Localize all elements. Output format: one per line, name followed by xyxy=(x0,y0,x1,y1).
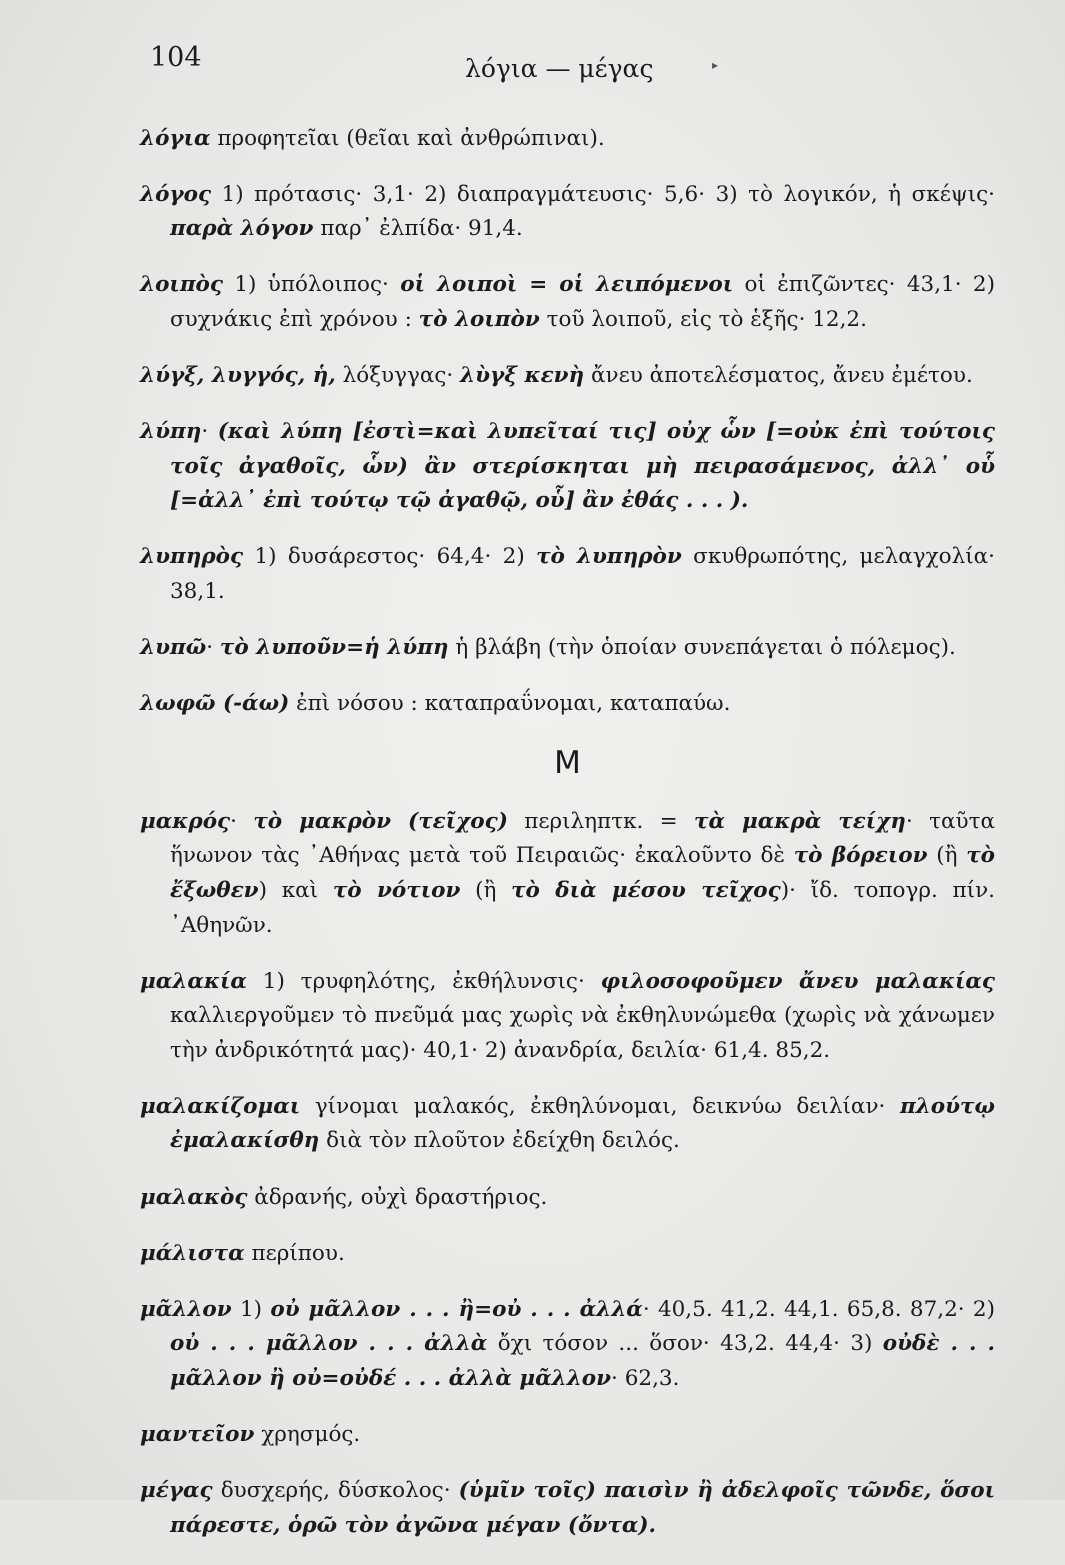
entry-lygx xyxy=(140,359,995,394)
entry-malakia xyxy=(140,965,995,1069)
example-phrase: λὺγξ κενὴ xyxy=(460,362,585,388)
entry-lopho xyxy=(140,687,995,722)
example-phrase: πλούτῳ ἐμαλακίσθη xyxy=(170,1093,995,1154)
entry-megas xyxy=(140,1474,995,1543)
example-phrase: παρὰ λόγον xyxy=(170,216,314,242)
example-phrase: οὐ μᾶλλον . . . ἢ=οὐ . . . ἀλλά xyxy=(270,1296,643,1322)
definition: περίπου. xyxy=(244,1240,345,1266)
example-phrase: οὐδὲ . . . μᾶλλον ἢ οὐ=οὐδέ . . . ἀλλὰ μᾶλλον xyxy=(170,1331,995,1391)
glossary-content xyxy=(140,100,995,1565)
entry-makros xyxy=(140,805,995,943)
lemma: μαλακὸς xyxy=(140,1184,248,1210)
lemma: λόγος xyxy=(140,181,212,207)
example-phrase: τὸ ἔξωθεν xyxy=(170,843,995,903)
example-phrase: τὸ μακρὸν (τεῖχος) xyxy=(253,808,508,834)
example-phrase: τὸ βόρειον xyxy=(793,843,928,869)
definition: · 62,3. xyxy=(611,1365,680,1391)
definition: δυσχερής, δύσκολος· xyxy=(212,1478,459,1504)
example-phrase: φιλοσοφοῦμεν ἄνευ μαλακίας xyxy=(600,968,995,994)
definition: )· ἴδ. τοπογρ. πίν. ᾿Αθηνῶν. xyxy=(170,877,995,938)
definition: ἀδρανής, οὐχὶ δραστήριος. xyxy=(247,1184,548,1210)
definition: · ταῦτα ἥνωνον τὰς ᾿Αθήνας μετὰ τοῦ Πειραιῶς· ἐκαλοῦντο δὲ xyxy=(170,808,996,869)
lemma: μαλακίζομαι xyxy=(140,1093,301,1119)
lemma: λοιπὸς xyxy=(140,272,223,298)
lemma: λυπῶ xyxy=(140,635,207,661)
entry-mallon xyxy=(140,1293,995,1397)
example-phrase: τὰ μακρὰ τείχη xyxy=(694,808,906,834)
example-phrase: (ὑμῖν τοῖς) παισὶν ἢ ἀδελφοῖς τῶνδε, ὅσοι πάρεστε, ὁρῶ τὸν ἀγῶνα μέγαν (ὄντα). xyxy=(170,1478,996,1538)
definition: 1) ὑπόλοιπος· xyxy=(223,272,401,298)
example-phrase: τὸ λυπηρὸν xyxy=(536,544,682,570)
lemma: μέγας xyxy=(140,1478,213,1504)
definition: διὰ τὸν πλοῦτον ἐδείχθη δειλός. xyxy=(319,1128,680,1154)
arrow-mark-icon: ▸ xyxy=(712,58,719,72)
definition: (ἢ xyxy=(460,877,512,903)
entry-lype xyxy=(140,415,995,519)
entry-loipos xyxy=(140,268,995,337)
definition: σκυθρωπότης, μελαγχολία· 38,1. xyxy=(170,544,996,604)
definition: ) καὶ xyxy=(258,877,333,903)
lemma: μακρός xyxy=(140,808,231,834)
definition: ἡ βλάβη (τὴν ὁποίαν συνεπάγεται ὁ πόλεμος). xyxy=(448,635,956,661)
section-letter: M xyxy=(554,745,581,782)
lemma: λύγξ, λυγγός, ἡ, xyxy=(140,362,336,388)
entry-malista xyxy=(140,1237,995,1272)
example-phrase: τὸ λυποῦν=ἡ λύπη xyxy=(219,635,449,661)
page-number: 104 xyxy=(150,42,202,73)
lemma: μαντεῖον xyxy=(140,1422,255,1448)
definition: (ἢ xyxy=(927,843,967,869)
definition: · xyxy=(201,419,218,445)
definition: · 40,5. 41,2. 44,1. 65,8. 87,2· 2) xyxy=(642,1296,995,1322)
entry-malakizomai xyxy=(140,1090,995,1159)
definition: ἐπὶ νόσου : καταπραΰνομαι, καταπαύω. xyxy=(289,691,731,717)
definition: 1) xyxy=(231,1296,271,1322)
entry-lypo xyxy=(140,631,995,666)
definition: περιληπτκ. = xyxy=(507,808,695,834)
definition: παρ᾿ ἐλπίδα· 91,4. xyxy=(313,216,523,242)
definition: προφητεῖαι (θεῖαι καὶ ἀνθρώπιναι). xyxy=(210,125,605,151)
definition: · xyxy=(230,808,254,834)
definition: λόξυγγας· xyxy=(335,362,461,388)
running-head xyxy=(150,42,985,82)
example-phrase: (καὶ λύπη [ἐστὶ=καὶ λυπεῖταί τις] οὐχ ὧν [=οὐκ ἐπὶ τούτοις τοῖς ἀγαθοῖς, ὧν) ἂν στερίσκηται μὴ πειρασάμενος, ἀλλ᾿ οὗ [=ἀλλ᾿ ἐπὶ τούτῳ τῷ ἀγαθῷ, οὗ] ἂν ἐθάς . . . ). xyxy=(170,419,996,514)
entry-logia xyxy=(140,122,995,157)
definition: οἱ ἐπιζῶντες· 43,1· 2) συχνάκις ἐπὶ χρόνου : xyxy=(170,272,995,332)
entry-lyperos xyxy=(140,540,995,609)
lemma: λόγια xyxy=(140,125,211,151)
example-phrase: τὸ νότιον xyxy=(332,877,461,903)
lemma: λυπηρὸς xyxy=(140,544,244,570)
example-phrase: οὐ . . . μᾶλλον . . . ἀλλὰ xyxy=(170,1331,488,1357)
example-phrase: τὸ διὰ μέσου τεῖχος xyxy=(511,877,781,903)
definition: ὄχι τόσον ... ὅσον· 43,2. 44,4· 3) xyxy=(487,1331,883,1357)
lemma: μάλιστα xyxy=(140,1240,245,1266)
definition: γίνομαι μαλακός, ἐκθηλύνομαι, δεικνύω δειλίαν· xyxy=(300,1093,900,1119)
entry-malakos xyxy=(140,1181,995,1216)
entry-manteion xyxy=(140,1418,995,1453)
definition: τοῦ λοιποῦ, εἰς τὸ ἑξῆς· 12,2. xyxy=(539,306,867,332)
entry-logos xyxy=(140,178,995,247)
lemma: μᾶλλον xyxy=(140,1296,232,1322)
definition: 1) πρότασις· 3,1· 2) διαπραγμάτευσις· 5,6· 3) τὸ λογικόν, ἡ σκέψις· xyxy=(211,181,995,207)
running-title: λόγια — μέγας xyxy=(465,54,654,83)
definition: · xyxy=(206,635,220,661)
lemma: μαλακία xyxy=(140,968,247,994)
definition: ἄνευ ἀποτελέσματος, ἄνευ ἐμέτου. xyxy=(584,362,973,388)
lemma: λωφῶ (-άω) xyxy=(140,691,290,717)
definition: 1) δυσάρεστος· 64,4· 2) xyxy=(243,544,537,570)
lemma: λύπη xyxy=(140,419,202,445)
example-phrase: οἱ λοιποὶ = οἱ λειπόμενοι xyxy=(400,272,734,298)
definition: καλλιεργοῦμεν τὸ πνεῦμά μας χωρὶς νὰ ἐκθηλυνώμεθα (χωρὶς νὰ χάνωμεν τὴν ἀνδρικότητά μας)· 40,1· 2) ἀνανδρία, δειλία· 61,4. 85,2. xyxy=(170,1003,995,1063)
example-phrase: τὸ λοιπὸν xyxy=(418,306,540,332)
definition: χρησμός. xyxy=(254,1422,361,1448)
definition: 1) τρυφηλότης, ἐκθήλυνσις· xyxy=(246,968,601,994)
